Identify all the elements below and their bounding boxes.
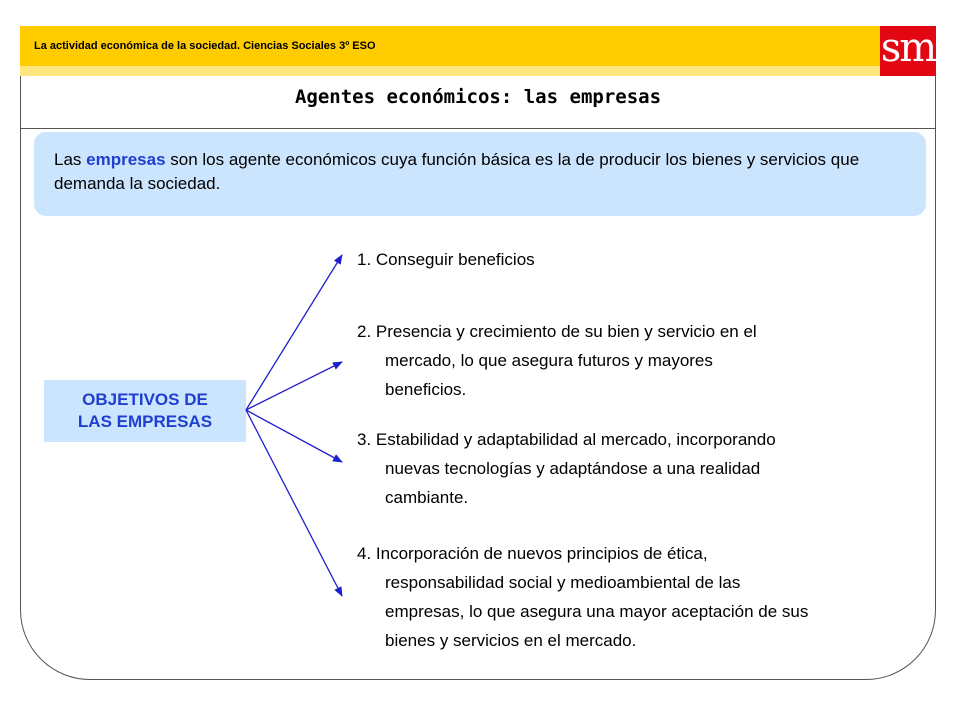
objective-1-text: 1. Conseguir beneficios	[357, 250, 535, 269]
objective-2-line2: mercado, lo que asegura futuros y mayores	[385, 351, 713, 370]
arrow-objective-1	[246, 255, 342, 410]
objective-3-line3: cambiante.	[385, 488, 469, 507]
page-title: Agentes económicos: las empresas	[294, 86, 662, 108]
objective-3-text: 3. Estabilidad y adaptabilidad al mercado, incorporando	[357, 430, 776, 449]
definition-text-after: son los agente económicos cuya función básica es la de producir los bienes y servicios que demanda la sociedad.	[54, 150, 860, 193]
objective-item-2	[357, 317, 927, 404]
objective-4-line4: bienes y servicios en el mercado.	[385, 631, 637, 650]
objectives-box-line1: OBJETIVOS DE	[82, 390, 208, 409]
objective-2-text: 2. Presencia y crecimiento de su bien y servicio en el	[357, 322, 757, 341]
definition-text-before: Las	[54, 150, 87, 169]
objective-4-text: 4. Incorporación de nuevos principios de ética,	[357, 544, 708, 563]
objective-item-1	[357, 245, 927, 274]
objective-4-line2: responsabilidad social y medioambiental de las	[385, 573, 741, 592]
sm-logo: sm	[880, 26, 936, 76]
objectives-box-line2: LAS EMPRESAS	[77, 412, 213, 431]
arrow-objective-3	[246, 410, 342, 462]
objective-item-3	[357, 425, 927, 512]
objective-2-line3: beneficios.	[385, 380, 467, 399]
arrow-objective-4	[246, 410, 342, 596]
objective-item-4	[357, 539, 927, 655]
definition-highlight: empresas	[86, 150, 166, 169]
header-subject: La actividad económica de la sociedad. Ciencias Sociales 3º ESO	[34, 40, 376, 52]
objective-4-line3: empresas, lo que asegura una mayor aceptación de sus	[385, 602, 809, 621]
objective-3-line2: nuevas tecnologías y adaptándose a una realidad	[385, 459, 761, 478]
